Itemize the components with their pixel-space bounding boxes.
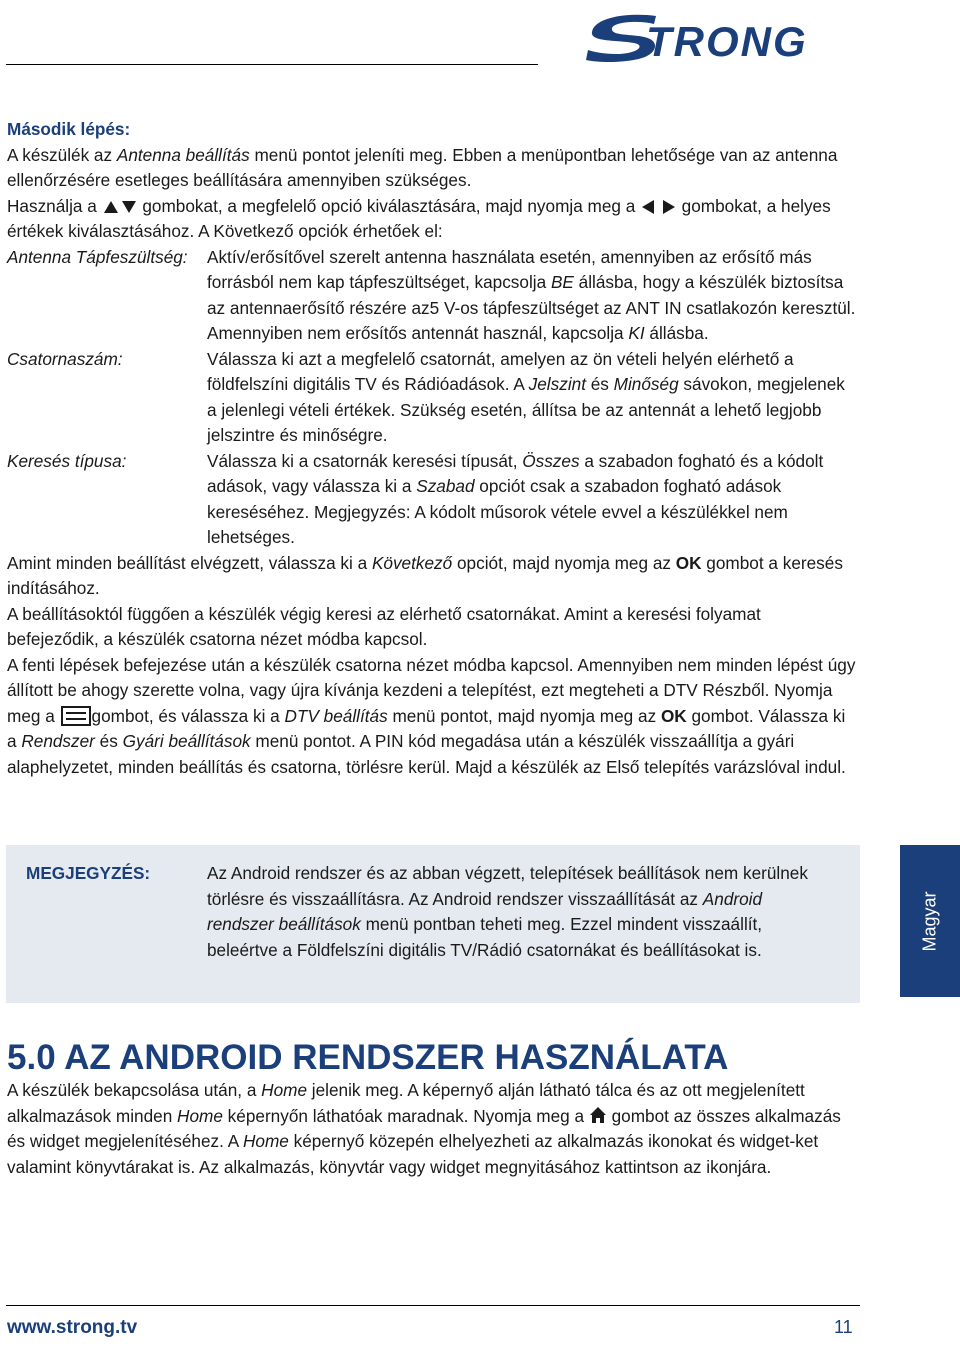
- option-desc: Válassza ki azt a megfelelő csatornát, amelyen az ön vételi helyén elérhető a földfelszíni digitális TV és Rádióadások. A Jelszint és Minőség sávokon, megjelenek a jelenlegi vételi értékek. Szükség esetén, állítsa be az antennát a lehető legjobb jelszintre és minőségre.: [207, 348, 845, 445]
- menu-icon: [61, 706, 91, 726]
- option-term: Antenna Tápfeszültség:: [7, 246, 188, 267]
- next-instruction: Amint minden beállítást elvégzett, válassza ki a Következő opciót, majd nyomja meg az OK gombot a keresés indításához.: [7, 552, 843, 598]
- option-term: Csatornaszám:: [7, 348, 123, 369]
- svg-text:TRONG: TRONG: [646, 18, 808, 64]
- step-instructions: Használja a gombokat, a megfelelő opció kiválasztására, majd nyomja meg a gombokat, a helyes értékek kiválasztásához. A Következő opciók érhetőek el:: [7, 195, 831, 241]
- option-term: Keresés típusa:: [7, 450, 127, 471]
- note-label: MEGJEGYZÉS:: [26, 863, 151, 883]
- option-desc: Válassza ki a csatornák keresési típusát, Összes a szabadon fogható és a kódolt adások, vagy válassza ki a Szabad opciót csak a szabadon fogható adások kereséséhez. Megjegyzés: A kódolt műsorok vétele evvel a készülékkel nem lehetséges.: [207, 450, 824, 547]
- search-paragraph: A beállításoktól függően a készülék végig keresi az elérhető csatornákat. Amint a keresési folyamat befejeződik, a készülék csatorna nézet módba kapcsol.: [7, 603, 761, 649]
- page-number: 11: [834, 1317, 853, 1337]
- arrow-right-icon: [663, 200, 675, 214]
- arrow-up-icon: [104, 201, 118, 213]
- step-heading: Második lépés:: [7, 119, 131, 139]
- option-desc: Aktív/erősítővel szerelt antenna használata esetén, amennyiben az erősítő más forrásból nem kap tápfeszültséget, kapcsolja BE állásba, hogy a készülék biztosítsa az antennaerősítő részére az5 V-os tápfeszültséget az ANT IN csatlakozón keresztül. Amennyiben nem erősítős antennát használ, kapcsolja KI állásba.: [207, 246, 856, 343]
- option-antenna-power: [7, 245, 857, 347]
- section-title: 5.0 AZ ANDROID RENDSZER HASZNÁLATA: [7, 1038, 729, 1077]
- section-paragraph: A készülék bekapcsolása után, a Home jelenik meg. A képernyő alján látható tálca és az ott megjelenített alkalmazások minden Home képernyőn láthatóak maradnak. Nyomja meg a gombot az összes alkalmazás és widget megjelenítéséhez. A Home képernyő közepén elhelyezheti az alkalmazás ikonokat és widget-ket valamint könyvtárakat is. Az alkalmazás, könyvtár vagy widget megnyitásához kattintson az ikonjára.: [7, 1080, 841, 1177]
- arrow-down-icon: [122, 201, 136, 213]
- step-intro: A készülék az Antenna beállítás menü pontot jeleníti meg. Ebben a menüpontban lehetősége van az antenna ellenőrzésére esetleges beállítására amennyiben szükséges.: [7, 144, 838, 190]
- home-icon: [589, 1106, 607, 1124]
- reset-paragraph: A fenti lépések befejezése után a készülék csatorna nézet módba kapcsol. Amennyiben nem minden lépést úgy állított be ahogy szerette volna, vagy újra kívánja kezdeni a telepítést, ezt megteheti a DTV Részből. Nyomja meg a gombot, és válassza ki a DTV beállítás menü pontot, majd nyomja meg az OK gombot. Válassza ki a Rendszer és Gyári beállítások menü pontot. A PIN kód megadása után a készülék visszaállítja a gyári alaphelyzetet, minden beállítás és csatorna, törlésre kerül. Majd a készülék az Első telepítés varázslóval indul.: [7, 654, 856, 777]
- main-content: [7, 117, 857, 780]
- footer-rule: [6, 1305, 860, 1306]
- language-tab: [900, 845, 960, 997]
- header-rule: [6, 64, 538, 65]
- language-tab-label: Magyar: [919, 890, 940, 952]
- note-box: [6, 845, 860, 1003]
- note-text: Az Android rendszer és az abban végzett, telepítések beállítások nem kerülnek törlésre és visszaállításra. Az Android rendszer visszaállítását az Android rendszer beállítások menü pontban teheti meg. Ezzel mindent visszaállít, beleértve a Földfelszíni digitális TV/Rádió csatornákat és beállításokat is.: [207, 863, 808, 960]
- option-channel-number: [7, 347, 857, 449]
- footer-url[interactable]: www.strong.tv: [7, 1317, 138, 1338]
- section-body: [7, 1078, 857, 1180]
- strong-logo: [586, 10, 862, 64]
- arrow-left-icon: [642, 200, 654, 214]
- option-search-type: [7, 449, 857, 551]
